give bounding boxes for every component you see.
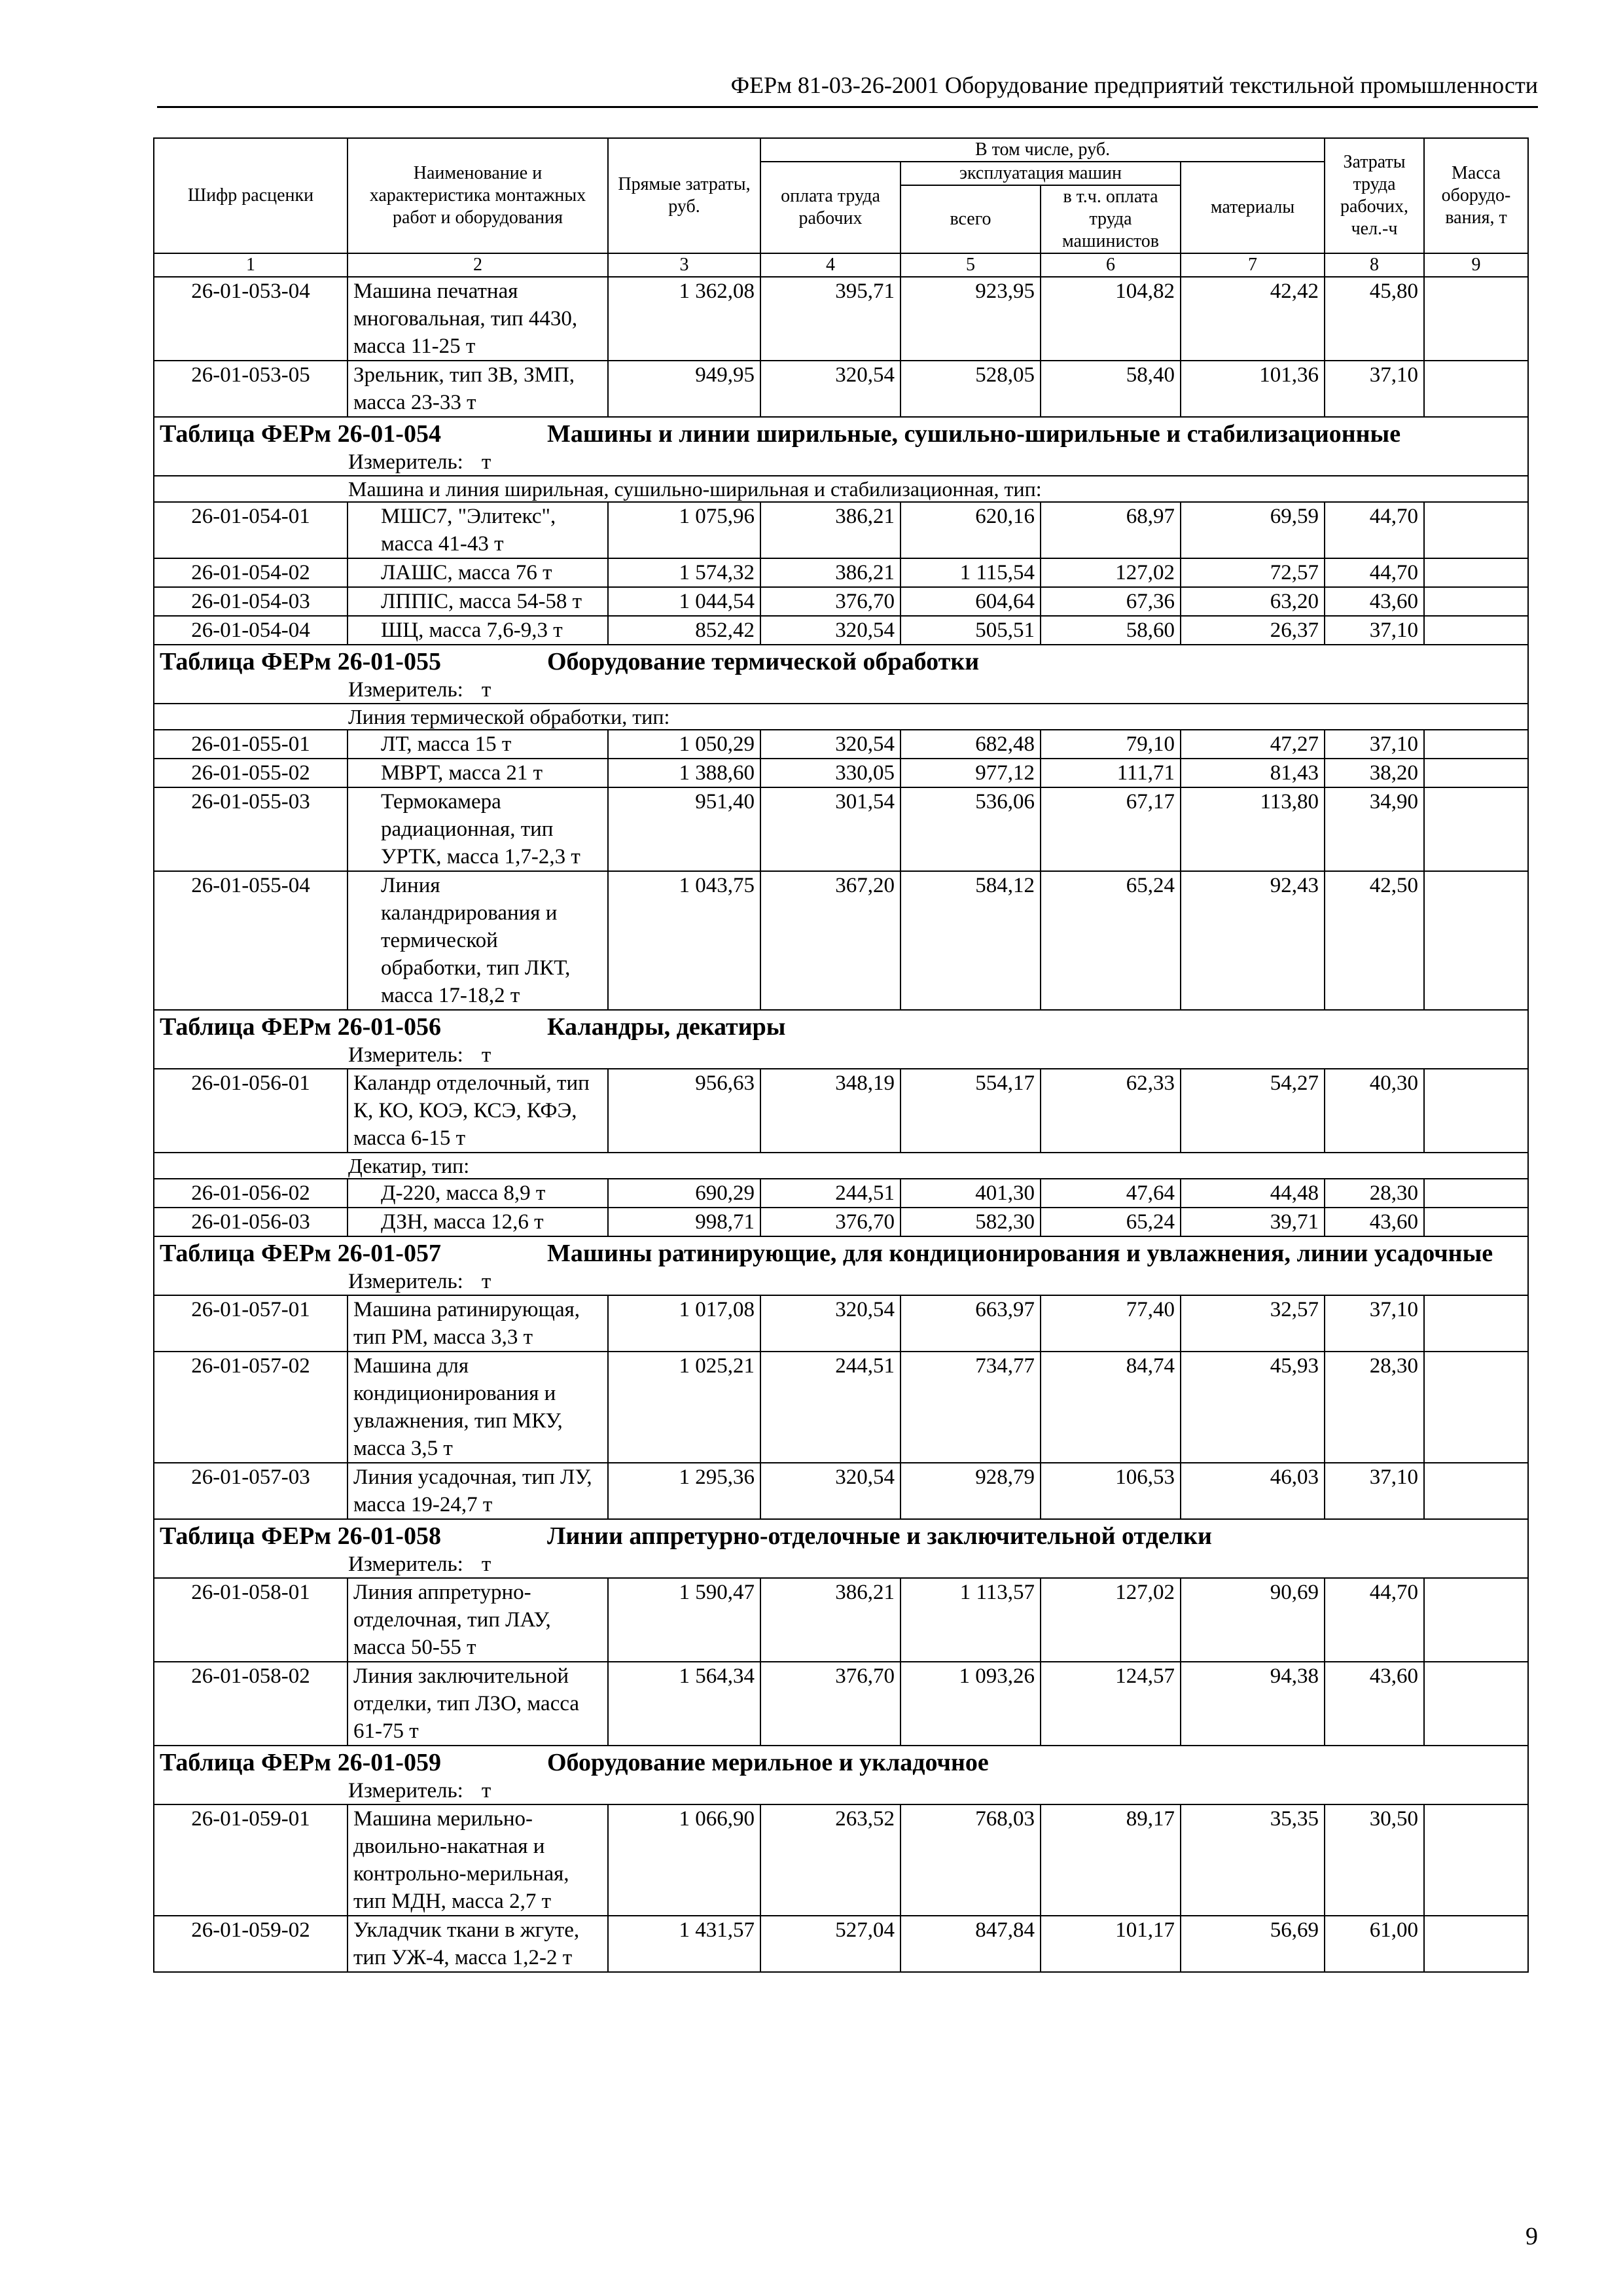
unit-label: Измеритель: [348, 1779, 463, 1803]
col-direct-header: Прямые затраты, руб. [608, 138, 760, 253]
col-machine-total-header: всего [901, 185, 1041, 253]
cell-labor-pay: 263,52 [760, 1804, 901, 1916]
cell-name: Укладчик ткани в жгуте, тип УЖ-4, масса 1,2-2 т [348, 1916, 608, 1972]
table-row [154, 1916, 1528, 1972]
cell-labor-hours: 37,10 [1325, 361, 1424, 417]
section-table-number: Таблица ФЕРм 26-01-054 [160, 420, 441, 448]
cell-machinist-pay: 127,02 [1041, 558, 1181, 587]
cell-code: 26-01-057-02 [154, 1352, 348, 1463]
section-heading-line [154, 1746, 1527, 1778]
cell-name: Машина печатная многовальная, тип 4430, масса 11-25 т [348, 277, 608, 361]
cell-labor-hours: 38,20 [1325, 759, 1424, 787]
cell-machinist-pay: 101,17 [1041, 1916, 1181, 1972]
cell-labor-pay: 527,04 [760, 1916, 901, 1972]
cell-mass [1424, 1578, 1528, 1662]
unit-label: Измеритель: [348, 450, 463, 474]
col-materials-header: материалы [1181, 162, 1325, 253]
table-row [154, 1662, 1528, 1746]
unit-line [348, 1268, 1522, 1295]
column-number: 1 [154, 253, 348, 277]
cell-mass [1424, 558, 1528, 587]
unit-value: т [481, 1779, 491, 1803]
cell-direct-cost: 1 043,75 [608, 871, 760, 1010]
section-heading-row [154, 645, 1528, 677]
cell-materials: 92,43 [1181, 871, 1325, 1010]
section-title: Машины ратинирующие, для кондиционирования и увлажнения, линии усадочные [547, 1240, 1493, 1267]
section-heading-line [154, 1011, 1527, 1042]
cell-machinist-pay: 77,40 [1041, 1295, 1181, 1352]
cell-name: Термокамера радиационная, тип УРТК, масса 1,7-2,3 т [348, 787, 608, 871]
unit-value: т [481, 450, 491, 474]
unit-row [154, 1778, 1528, 1804]
cell-machinist-pay: 127,02 [1041, 1578, 1181, 1662]
section-heading [154, 1236, 1528, 1268]
column-number: 3 [608, 253, 760, 277]
cell-materials: 90,69 [1181, 1578, 1325, 1662]
column-number: 2 [348, 253, 608, 277]
cell-mass [1424, 616, 1528, 645]
unit-cell [154, 677, 1528, 704]
cell-labor-pay: 386,21 [760, 558, 901, 587]
section-heading-row [154, 1010, 1528, 1042]
cell-labor-hours: 28,30 [1325, 1352, 1424, 1463]
cell-code: 26-01-054-02 [154, 558, 348, 587]
cell-name: ЛППІС, масса 54-58 т [348, 587, 608, 616]
section-title: Машины и линии ширильные, сушильно-ширильные и стабилизационные [547, 420, 1401, 448]
cell-labor-hours: 42,50 [1325, 871, 1424, 1010]
cell-labor-pay: 320,54 [760, 1295, 901, 1352]
cell-code: 26-01-056-03 [154, 1208, 348, 1236]
cell-machinist-pay: 79,10 [1041, 730, 1181, 759]
cell-machine-total: 604,64 [901, 587, 1041, 616]
cell-mass [1424, 502, 1528, 558]
cell-labor-pay: 376,70 [760, 1208, 901, 1236]
cell-labor-pay: 244,51 [760, 1179, 901, 1208]
table-row [154, 587, 1528, 616]
table-row [154, 1578, 1528, 1662]
cell-labor-hours: 43,60 [1325, 587, 1424, 616]
table-row [154, 1352, 1528, 1463]
cell-labor-hours: 37,10 [1325, 1295, 1424, 1352]
cell-name: ДЗН, масса 12,6 т [348, 1208, 608, 1236]
cell-mass [1424, 1916, 1528, 1972]
section-heading-line [154, 418, 1527, 449]
table-row [154, 1463, 1528, 1519]
unit-row [154, 449, 1528, 476]
table-row [154, 1295, 1528, 1352]
cell-materials: 69,59 [1181, 502, 1325, 558]
cell-machine-total: 977,12 [901, 759, 1041, 787]
cell-mass [1424, 587, 1528, 616]
table-row [154, 558, 1528, 587]
cell-code: 26-01-053-04 [154, 277, 348, 361]
section-heading [154, 645, 1528, 677]
cell-code: 26-01-058-01 [154, 1578, 348, 1662]
cell-labor-hours: 44,70 [1325, 558, 1424, 587]
section-heading-row [154, 1746, 1528, 1778]
cell-materials: 44,48 [1181, 1179, 1325, 1208]
header-rule [157, 106, 1538, 108]
cell-machine-total: 536,06 [901, 787, 1041, 871]
unit-line [348, 449, 1522, 475]
cell-labor-pay: 386,21 [760, 1578, 901, 1662]
cell-name: ЛТ, масса 15 т [348, 730, 608, 759]
cell-labor-pay: 330,05 [760, 759, 901, 787]
cell-labor-hours: 44,70 [1325, 502, 1424, 558]
cell-materials: 56,69 [1181, 1916, 1325, 1972]
cell-materials: 46,03 [1181, 1463, 1325, 1519]
cell-machinist-pay: 104,82 [1041, 277, 1181, 361]
cell-name: ЛАШС, масса 76 т [348, 558, 608, 587]
cell-code: 26-01-059-02 [154, 1916, 348, 1972]
cell-machine-total: 401,30 [901, 1179, 1041, 1208]
cell-mass [1424, 1295, 1528, 1352]
cell-code: 26-01-057-01 [154, 1295, 348, 1352]
unit-row [154, 1268, 1528, 1295]
cell-code: 26-01-053-05 [154, 361, 348, 417]
table-row [154, 871, 1528, 1010]
cell-code: 26-01-055-01 [154, 730, 348, 759]
cell-mass [1424, 1804, 1528, 1916]
cell-machinist-pay: 84,74 [1041, 1352, 1181, 1463]
cell-code: 26-01-059-01 [154, 1804, 348, 1916]
cell-machine-total: 528,05 [901, 361, 1041, 417]
cell-direct-cost: 1 564,34 [608, 1662, 760, 1746]
cell-machine-total: 928,79 [901, 1463, 1041, 1519]
cell-materials: 113,80 [1181, 787, 1325, 871]
cell-machinist-pay: 106,53 [1041, 1463, 1181, 1519]
table-row [154, 787, 1528, 871]
cell-mass [1424, 1179, 1528, 1208]
cell-code: 26-01-056-01 [154, 1069, 348, 1153]
cell-mass [1424, 1069, 1528, 1153]
cell-mass [1424, 1662, 1528, 1746]
table-body [154, 277, 1528, 1972]
group-row [154, 704, 1528, 730]
cell-materials: 32,57 [1181, 1295, 1325, 1352]
cell-direct-cost: 1 025,21 [608, 1352, 760, 1463]
table-row [154, 361, 1528, 417]
table-row [154, 1804, 1528, 1916]
cell-code: 26-01-055-03 [154, 787, 348, 871]
cell-labor-pay: 320,54 [760, 1463, 901, 1519]
unit-cell [154, 1778, 1528, 1804]
cell-name: Машина ратинирующая, тип РМ, масса 3,3 т [348, 1295, 608, 1352]
unit-label: Измеритель: [348, 1270, 463, 1293]
cell-code: 26-01-058-02 [154, 1662, 348, 1746]
cell-labor-pay: 376,70 [760, 587, 901, 616]
cell-name: Машина мерильно-двоильно-накатная и контрольно-мерильная, тип МДН, масса 2,7 т [348, 1804, 608, 1916]
cell-machine-total: 582,30 [901, 1208, 1041, 1236]
cell-labor-hours: 37,10 [1325, 616, 1424, 645]
col-mass-header: Масса оборудо-вания, т [1424, 138, 1528, 253]
section-heading [154, 1519, 1528, 1551]
cell-name: Линия каландрирования и термической обработки, тип ЛКТ, масса 17-18,2 т [348, 871, 608, 1010]
price-table [153, 137, 1529, 1973]
section-title: Линии аппретурно-отделочные и заключительной отделки [547, 1522, 1212, 1550]
col-labor-hours-header: Затраты труда рабочих, чел.-ч [1325, 138, 1424, 253]
column-numbers-row [154, 253, 1528, 277]
cell-machine-total: 682,48 [901, 730, 1041, 759]
cell-materials: 94,38 [1181, 1662, 1325, 1746]
cell-direct-cost: 1 362,08 [608, 277, 760, 361]
cell-labor-hours: 30,50 [1325, 1804, 1424, 1916]
cell-direct-cost: 1 075,96 [608, 502, 760, 558]
cell-direct-cost: 1 431,57 [608, 1916, 760, 1972]
cell-labor-pay: 320,54 [760, 361, 901, 417]
unit-line [348, 1042, 1522, 1068]
cell-direct-cost: 1 574,32 [608, 558, 760, 587]
cell-machine-total: 554,17 [901, 1069, 1041, 1153]
cell-labor-hours: 43,60 [1325, 1662, 1424, 1746]
cell-name: Д-220, масса 8,9 т [348, 1179, 608, 1208]
table-row [154, 1069, 1528, 1153]
cell-direct-cost: 1 590,47 [608, 1578, 760, 1662]
cell-labor-pay: 386,21 [760, 502, 901, 558]
cell-machinist-pay: 111,71 [1041, 759, 1181, 787]
section-title: Оборудование термической обработки [547, 648, 980, 675]
cell-machine-total: 620,16 [901, 502, 1041, 558]
cell-code: 26-01-054-04 [154, 616, 348, 645]
cell-materials: 72,57 [1181, 558, 1325, 587]
cell-machinist-pay: 65,24 [1041, 1208, 1181, 1236]
cell-mass [1424, 1463, 1528, 1519]
unit-value: т [481, 678, 491, 702]
section-table-number: Таблица ФЕРм 26-01-056 [160, 1013, 441, 1041]
cell-code: 26-01-054-01 [154, 502, 348, 558]
cell-materials: 35,35 [1181, 1804, 1325, 1916]
section-table-number: Таблица ФЕРм 26-01-058 [160, 1522, 441, 1550]
cell-mass [1424, 277, 1528, 361]
cell-machine-total: 768,03 [901, 1804, 1041, 1916]
unit-label: Измеритель: [348, 1043, 463, 1067]
cell-machinist-pay: 89,17 [1041, 1804, 1181, 1916]
cell-machinist-pay: 124,57 [1041, 1662, 1181, 1746]
cell-machinist-pay: 65,24 [1041, 871, 1181, 1010]
cell-code: 26-01-054-03 [154, 587, 348, 616]
cell-labor-pay: 376,70 [760, 1662, 901, 1746]
cell-code: 26-01-057-03 [154, 1463, 348, 1519]
cell-labor-hours: 45,80 [1325, 277, 1424, 361]
group-row [154, 1153, 1528, 1179]
cell-direct-cost: 956,63 [608, 1069, 760, 1153]
cell-name: МВРТ, масса 21 т [348, 759, 608, 787]
cell-machinist-pay: 58,60 [1041, 616, 1181, 645]
cell-materials: 54,27 [1181, 1069, 1325, 1153]
unit-cell [154, 1268, 1528, 1295]
cell-machine-total: 923,95 [901, 277, 1041, 361]
cell-labor-pay: 395,71 [760, 277, 901, 361]
cell-direct-cost: 852,42 [608, 616, 760, 645]
cell-materials: 39,71 [1181, 1208, 1325, 1236]
cell-mass [1424, 787, 1528, 871]
cell-direct-cost: 1 295,36 [608, 1463, 760, 1519]
cell-mass [1424, 361, 1528, 417]
cell-labor-hours: 44,70 [1325, 1578, 1424, 1662]
cell-mass [1424, 1352, 1528, 1463]
cell-mass [1424, 759, 1528, 787]
cell-machinist-pay: 68,97 [1041, 502, 1181, 558]
table-row [154, 759, 1528, 787]
cell-machine-total: 734,77 [901, 1352, 1041, 1463]
cell-labor-pay: 348,19 [760, 1069, 901, 1153]
unit-value: т [481, 1043, 491, 1067]
cell-labor-hours: 34,90 [1325, 787, 1424, 871]
section-heading-row [154, 417, 1528, 449]
col-name-header: Наименование и характеристика монтажных работ и оборудования [348, 138, 608, 253]
unit-line [348, 1551, 1522, 1577]
section-title: Оборудование мерильное и укладочное [547, 1749, 989, 1776]
unit-label: Измеритель: [348, 678, 463, 702]
cell-materials: 45,93 [1181, 1352, 1325, 1463]
unit-row [154, 677, 1528, 704]
cell-name: МШС7, "Элитекс", масса 41-43 т [348, 502, 608, 558]
cell-machinist-pay: 62,33 [1041, 1069, 1181, 1153]
cell-machinist-pay: 67,36 [1041, 587, 1181, 616]
unit-cell [154, 1042, 1528, 1069]
section-heading [154, 1746, 1528, 1778]
cell-labor-pay: 301,54 [760, 787, 901, 871]
unit-line [348, 1778, 1522, 1804]
cell-direct-cost: 1 050,29 [608, 730, 760, 759]
cell-direct-cost: 1 388,60 [608, 759, 760, 787]
cell-labor-pay: 320,54 [760, 616, 901, 645]
col-machine-pay-header: в т.ч. оплата труда машинистов [1041, 185, 1181, 253]
cell-labor-hours: 43,60 [1325, 1208, 1424, 1236]
cell-name: Зрельник, тип ЗВ, ЗМП, масса 23-33 т [348, 361, 608, 417]
cell-machine-total: 663,97 [901, 1295, 1041, 1352]
column-number: 8 [1325, 253, 1424, 277]
section-title: Каландры, декатиры [547, 1013, 786, 1041]
unit-cell [154, 1551, 1528, 1578]
cell-mass [1424, 871, 1528, 1010]
cell-labor-pay: 367,20 [760, 871, 901, 1010]
cell-labor-pay: 320,54 [760, 730, 901, 759]
cell-mass [1424, 730, 1528, 759]
group-row [154, 476, 1528, 502]
col-labor-pay-header: оплата труда рабочих [760, 162, 901, 253]
cell-materials: 47,27 [1181, 730, 1325, 759]
group-label: Декатир, тип: [154, 1153, 1528, 1179]
cell-machine-total: 505,51 [901, 616, 1041, 645]
table-row [154, 277, 1528, 361]
cell-materials: 63,20 [1181, 587, 1325, 616]
column-number: 4 [760, 253, 901, 277]
table-row [154, 502, 1528, 558]
cell-machinist-pay: 47,64 [1041, 1179, 1181, 1208]
cell-labor-hours: 40,30 [1325, 1069, 1424, 1153]
cell-name: Линия заключительной отделки, тип ЛЗО, масса 61-75 т [348, 1662, 608, 1746]
col-including-header: В том числе, руб. [760, 138, 1325, 162]
cell-machine-total: 847,84 [901, 1916, 1041, 1972]
section-heading-row [154, 1519, 1528, 1551]
cell-mass [1424, 1208, 1528, 1236]
unit-label: Измеритель: [348, 1552, 463, 1576]
table-row [154, 1208, 1528, 1236]
unit-value: т [481, 1552, 491, 1576]
unit-value: т [481, 1270, 491, 1293]
unit-row [154, 1551, 1528, 1578]
cell-direct-cost: 998,71 [608, 1208, 760, 1236]
section-table-number: Таблица ФЕРм 26-01-059 [160, 1749, 441, 1776]
page-number: 9 [1525, 2223, 1538, 2250]
table-row [154, 616, 1528, 645]
group-label: Линия термической обработки, тип: [154, 704, 1528, 730]
cell-labor-hours: 28,30 [1325, 1179, 1424, 1208]
column-number: 9 [1424, 253, 1528, 277]
cell-name: Линия аппретурно-отделочная, тип ЛАУ, масса 50-55 т [348, 1578, 608, 1662]
cell-labor-hours: 37,10 [1325, 730, 1424, 759]
cell-name: Машина для кондиционирования и увлажнения, тип МКУ, масса 3,5 т [348, 1352, 608, 1463]
table-row [154, 1179, 1528, 1208]
cell-code: 26-01-055-02 [154, 759, 348, 787]
document-header: ФЕРм 81-03-26-2001 Оборудование предприятий текстильной промышленности [730, 72, 1538, 98]
col-code-header: Шифр расценки [154, 138, 348, 253]
cell-direct-cost: 1 017,08 [608, 1295, 760, 1352]
cell-materials: 101,36 [1181, 361, 1325, 417]
section-heading-line [154, 1520, 1527, 1551]
cell-labor-pay: 244,51 [760, 1352, 901, 1463]
section-heading-row [154, 1236, 1528, 1268]
cell-code: 26-01-056-02 [154, 1179, 348, 1208]
column-number: 6 [1041, 253, 1181, 277]
cell-machine-total: 584,12 [901, 871, 1041, 1010]
cell-labor-hours: 37,10 [1325, 1463, 1424, 1519]
cell-direct-cost: 951,40 [608, 787, 760, 871]
cell-materials: 81,43 [1181, 759, 1325, 787]
cell-materials: 26,37 [1181, 616, 1325, 645]
cell-machinist-pay: 58,40 [1041, 361, 1181, 417]
cell-direct-cost: 1 066,90 [608, 1804, 760, 1916]
cell-name: Линия усадочная, тип ЛУ, масса 19-24,7 т [348, 1463, 608, 1519]
table-row [154, 730, 1528, 759]
cell-machinist-pay: 67,17 [1041, 787, 1181, 871]
unit-line [348, 677, 1522, 703]
cell-machine-total: 1 093,26 [901, 1662, 1041, 1746]
section-heading-line [154, 1237, 1527, 1268]
cell-name: Каландр отделочный, тип К, КО, КОЭ, КСЭ, КФЭ, масса 6-15 т [348, 1069, 608, 1153]
group-label: Машина и линия ширильная, сушильно-ширильная и стабилизационная, тип: [154, 476, 1528, 502]
cell-code: 26-01-055-04 [154, 871, 348, 1010]
column-number: 5 [901, 253, 1041, 277]
cell-materials: 42,42 [1181, 277, 1325, 361]
cell-name: ШЦ, масса 7,6-9,3 т [348, 616, 608, 645]
col-machine-use-header: эксплуатация машин [901, 162, 1181, 185]
cell-machine-total: 1 113,57 [901, 1578, 1041, 1662]
section-table-number: Таблица ФЕРм 26-01-057 [160, 1240, 441, 1267]
column-number: 7 [1181, 253, 1325, 277]
section-heading [154, 417, 1528, 449]
section-heading [154, 1010, 1528, 1042]
section-table-number: Таблица ФЕРм 26-01-055 [160, 648, 441, 675]
unit-cell [154, 449, 1528, 476]
cell-direct-cost: 690,29 [608, 1179, 760, 1208]
cell-direct-cost: 949,95 [608, 361, 760, 417]
unit-row [154, 1042, 1528, 1069]
cell-direct-cost: 1 044,54 [608, 587, 760, 616]
section-heading-line [154, 645, 1527, 677]
cell-machine-total: 1 115,54 [901, 558, 1041, 587]
cell-labor-hours: 61,00 [1325, 1916, 1424, 1972]
